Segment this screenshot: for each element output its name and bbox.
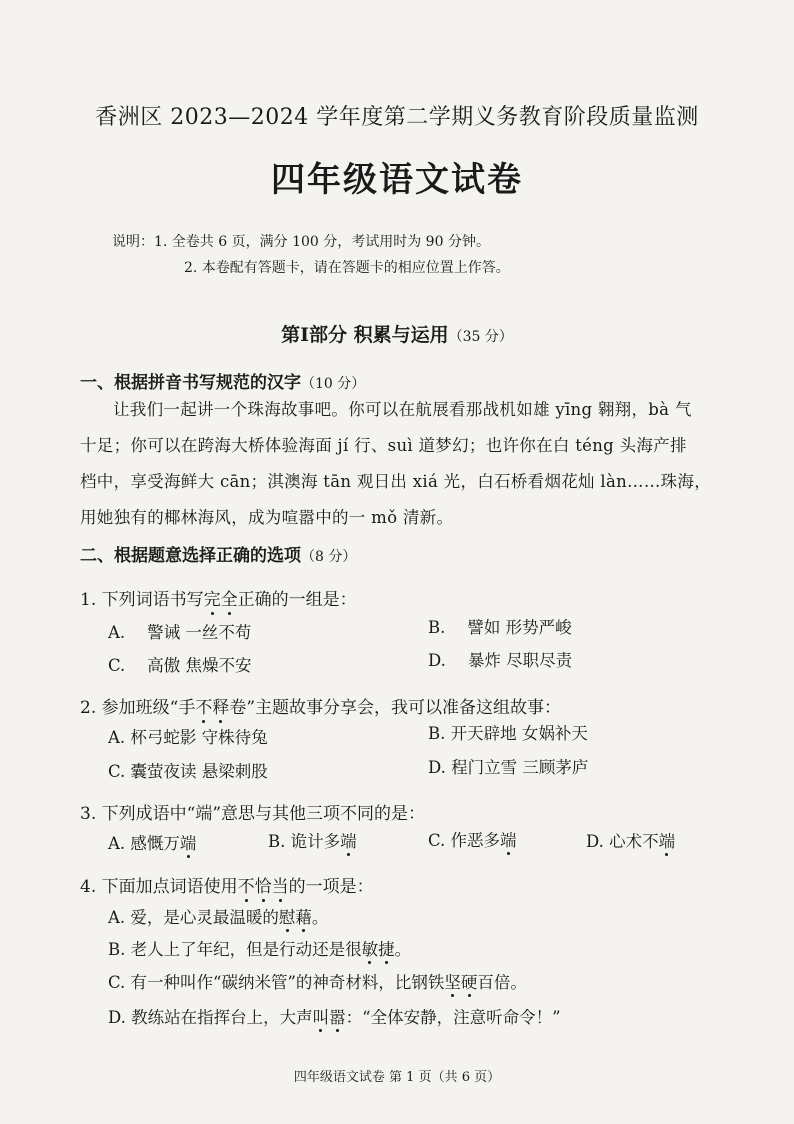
q1-option-d-label: D. [428,651,446,670]
q1-option-d [428,647,572,671]
q2-stem-part-a: 2. 参加班级“手 [80,698,196,718]
q3-option-b-dotted: 端 [340,832,357,851]
passage-line-2: 十足；你可以在跨海大桥体验海面 jí 行、suì 道梦幻；也许你在白 téng 头海产排 [80,436,687,455]
q1-option-c-text: 高傲 焦燥不安 [147,656,252,675]
q1-stem-part-b: 正确的一组是： [237,590,357,610]
section-2-score: （8 分） [301,549,357,565]
q4-option-d-text: D. 教练站在指挥台上，大声 [108,1008,313,1027]
part-1-title-text: 第Ⅰ部分 积累与运用 [281,324,449,346]
q1-option-b [428,614,572,638]
q1-stem-part-a: 1. 下列词语书写 [80,590,204,610]
question-2-stem [80,693,561,718]
page-footer: 四年级语文试卷 第 1 页（共 6 页） [293,1070,501,1085]
q4-option-b-text: B. 老人上了年纪，但是行动还是很 [108,940,362,959]
q4-option-d [108,1004,561,1028]
part-1-title [0,320,794,347]
question-1-stem [80,585,357,610]
q1-option-b-text: 譬如 形势严峻 [467,618,572,637]
q3-option-d-text: D. 心术不 [586,832,659,851]
q3-option-b [268,828,357,852]
q1-option-c [108,652,252,676]
q2-option-a: A. 杯弓蛇影 守株待兔 [108,728,268,747]
section-2-title [80,541,356,566]
section-1-score: （10 分） [301,376,366,392]
q3-option-d-dotted: 端 [658,832,676,851]
q2-option-c: C. 囊萤夜读 悬梁刺股 [108,762,268,781]
q2-stem-part-b: 卷”主题故事分享会，我可以准备这组故事： [229,698,562,718]
q4-option-b-end: 。 [394,940,412,959]
q4-option-b [108,936,411,960]
q3-option-a [108,830,196,854]
q4-stem-part-b: 的一项是： [288,877,374,897]
q3-option-a-text: A. 感慨万 [108,834,180,853]
q2-stem-dotted: 不释 [195,698,230,718]
question-4-stem [80,872,374,897]
q1-option-c-label: C. [108,656,126,675]
q4-option-b-dotted: 敏捷 [361,940,395,959]
q4-option-c-end: 百倍。 [477,973,527,992]
q4-stem-part-a: 4. 下面加点词语使用 [80,877,238,897]
instruction-2: 2. 本卷配有答题卡，请在答题卡的相应位置上作答。 [184,260,510,276]
question-3-stem: 3. 下列成语中“端”意思与其他三项不同的是： [80,804,426,824]
q2-option-b: B. 开天辟地 女娲补天 [428,724,588,743]
q3-option-c [428,827,517,851]
q4-option-a-text: A. 爱，是心灵最温暖的 [108,908,279,927]
q1-option-d-text: 暴炸 尽职尽责 [467,651,573,670]
passage-line-1: 让我们一起讲一个珠海故事吧。你可以在航展看那战机如雄 yīng 翱翔，bà 气 [113,400,692,419]
passage-line-4: 用她独有的椰林海风，成为喧嚣中的一 mǒ 清新。 [80,508,454,527]
q2-option-d: D. 程门立雪 三顾茅庐 [428,758,589,777]
q1-option-a-label: A. [108,623,126,642]
q1-stem-dotted: 完全 [203,590,238,610]
q3-option-d [586,828,675,852]
section-1-title [80,368,365,393]
q1-option-a-text: 警诫 一丝不苟 [147,623,252,642]
instructions [112,229,510,281]
q1-option-b-label: B. [428,618,446,637]
q4-option-d-end: ：“全体安静，注意听命令！” [345,1008,561,1027]
q4-option-a-end: 。 [311,908,329,927]
section-1-title-text: 一、根据拼音书写规范的汉字 [80,373,301,393]
section-2-title-text: 二、根据题意选择正确的选项 [80,546,301,566]
instruction-1-text: 1. 全卷共 6 页，满分 100 分，考试用时为 90 分钟。 [154,234,490,250]
exam-title: 四年级语文试卷 [271,160,523,200]
q4-option-a-dotted: 慰藉 [278,908,312,927]
q4-option-a [108,904,328,928]
q4-option-c-dotted: 坚硬 [444,973,478,992]
q4-option-c [108,969,527,993]
pinyin-passage [80,392,720,536]
q3-option-a-dotted: 端 [179,834,197,853]
q4-option-d-dotted: 叫嚣 [312,1008,346,1027]
exam-header: 香洲区 2023—2024 学年度第二学期义务教育阶段质量监测 [95,105,699,130]
instruction-1 [112,229,510,255]
q3-option-c-dotted: 端 [500,831,517,850]
instruction-label: 说明： [112,234,154,250]
q3-option-b-text: B. 诡计多 [268,832,341,851]
passage-line-3: 档中，享受海鲜大 cān；淇澳海 tān 观日出 xiá 光，白石桥看烟花灿 làn……珠海， [80,472,712,491]
part-1-score: （35 分） [448,329,513,345]
q4-option-c-text: C. 有一种叫作“碳纳米管”的神奇材料，比钢铁 [108,973,445,992]
q3-option-c-text: C. 作恶多 [428,831,501,850]
q4-stem-dotted: 不恰当 [237,877,289,897]
q1-option-a [108,619,251,643]
